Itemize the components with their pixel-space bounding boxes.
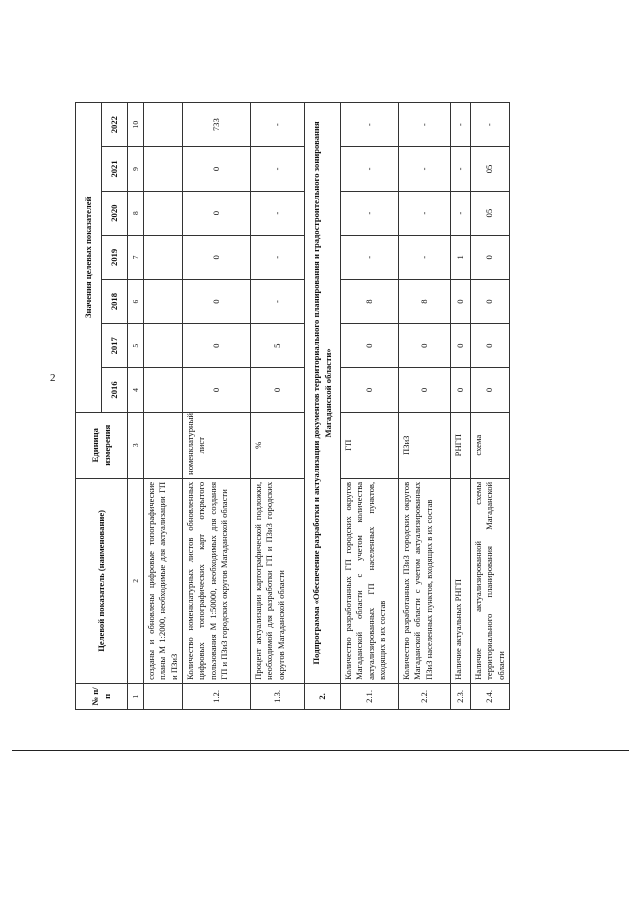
value-cell: - bbox=[341, 147, 399, 191]
value-cell: 733 bbox=[183, 103, 251, 147]
value-cell: - bbox=[341, 235, 399, 279]
value-cell bbox=[144, 235, 183, 279]
unit-cell: номенклатурный лист bbox=[183, 412, 251, 478]
header-year: 2017 bbox=[102, 324, 128, 368]
value-cell: - bbox=[399, 147, 451, 191]
header-unit: Единица измерения bbox=[76, 412, 128, 478]
indicator-name: Количество разработанных ПЗиЗ городских округов Магаданской области с учетом актуализированных ПЗиЗ населенных пунктов, входящих в их состав bbox=[399, 478, 451, 683]
table-row bbox=[341, 103, 399, 710]
page-number: 2 bbox=[50, 372, 56, 384]
index-cell: 6 bbox=[128, 279, 144, 323]
row-number: 2.3. bbox=[451, 683, 471, 709]
indicator-name: Процент актуализации картографической подложки, необходимой для разработки ГП и ПЗиЗ городских округов Магаданской области bbox=[251, 478, 305, 683]
index-cell: 4 bbox=[128, 368, 144, 412]
value-cell: 1 bbox=[451, 235, 471, 279]
header-num: № п/п bbox=[76, 683, 128, 709]
subprogram-row bbox=[305, 103, 341, 710]
table-row bbox=[471, 103, 510, 710]
index-row bbox=[128, 103, 144, 710]
value-cell: - bbox=[399, 103, 451, 147]
unit-cell: РНГП bbox=[451, 412, 471, 478]
index-cell: 10 bbox=[128, 103, 144, 147]
index-cell: 9 bbox=[128, 147, 144, 191]
value-cell: - bbox=[471, 103, 510, 147]
row-number: 2.4. bbox=[471, 683, 510, 709]
row-number: 2.1. bbox=[341, 683, 399, 709]
value-cell bbox=[144, 147, 183, 191]
value-cell bbox=[144, 279, 183, 323]
header-indicator: Целевой показатель (наименование) bbox=[76, 478, 128, 683]
header-values: Значения целевых показателей bbox=[76, 103, 102, 413]
table-row bbox=[399, 103, 451, 710]
table-row bbox=[251, 103, 305, 710]
row-number: 1.3. bbox=[251, 683, 305, 709]
value-cell: 0 bbox=[399, 368, 451, 412]
indicator-name: Количество номенклатурных листов обновленных цифровых топографических карт открытого пользования М 1:50000, необходимых для создания ГП и ПЗиЗ городских округов Магаданской области bbox=[183, 478, 251, 683]
header-year: 2016 bbox=[102, 368, 128, 412]
value-cell: 0 bbox=[183, 368, 251, 412]
table-row bbox=[183, 103, 251, 710]
header-year: 2019 bbox=[102, 235, 128, 279]
value-cell: 0 bbox=[471, 279, 510, 323]
value-cell: 0 bbox=[451, 324, 471, 368]
unit-cell: ПЗиЗ bbox=[399, 412, 451, 478]
value-cell: - bbox=[399, 191, 451, 235]
header-year: 2021 bbox=[102, 147, 128, 191]
indicator-name: созданы и обновлены цифровые топографические планы М 1:2000, необходимые для актуализации ГП и ПЗиЗ bbox=[144, 478, 183, 683]
value-cell: - bbox=[251, 191, 305, 235]
value-cell: 0 bbox=[183, 279, 251, 323]
value-cell: 0 bbox=[471, 324, 510, 368]
table-row bbox=[451, 103, 471, 710]
value-cell: - bbox=[251, 279, 305, 323]
value-cell: 0 bbox=[251, 368, 305, 412]
index-cell: 5 bbox=[128, 324, 144, 368]
row-number: 1.2. bbox=[183, 683, 251, 709]
value-cell: 0 bbox=[471, 368, 510, 412]
value-cell bbox=[144, 191, 183, 235]
value-cell: 0 bbox=[183, 235, 251, 279]
row-number: 2. bbox=[305, 683, 341, 709]
subprogram-title: Подпрограмма «Обеспечение разработки и актуализации документов территориального планирования и градостроительного зонирования Магаданской области» bbox=[305, 103, 341, 684]
value-cell bbox=[144, 324, 183, 368]
value-cell: 0 bbox=[341, 324, 399, 368]
header-year: 2018 bbox=[102, 279, 128, 323]
value-cell: 0 bbox=[451, 279, 471, 323]
value-cell bbox=[144, 103, 183, 147]
index-cell: 7 bbox=[128, 235, 144, 279]
index-cell: 2 bbox=[128, 478, 144, 683]
table-row bbox=[144, 103, 183, 710]
target-indicators-table bbox=[75, 102, 510, 710]
value-cell: 05 bbox=[471, 147, 510, 191]
index-cell: 3 bbox=[128, 412, 144, 478]
value-cell: 05 bbox=[471, 191, 510, 235]
value-cell: 0 bbox=[399, 324, 451, 368]
value-cell: 0 bbox=[183, 324, 251, 368]
indicator-name: Количество разработанных ГП городских округов Магаданской области с учетом количества актуализированных ГП населенных пунктов, входящих в их состав bbox=[341, 478, 399, 683]
value-cell: 0 bbox=[183, 147, 251, 191]
unit-cell bbox=[144, 412, 183, 478]
value-cell: - bbox=[399, 235, 451, 279]
value-cell: 0 bbox=[471, 235, 510, 279]
value-cell: 0 bbox=[341, 368, 399, 412]
value-cell: 8 bbox=[341, 279, 399, 323]
row-number bbox=[144, 683, 183, 709]
value-cell: - bbox=[251, 103, 305, 147]
index-cell: 8 bbox=[128, 191, 144, 235]
value-cell: 5 bbox=[251, 324, 305, 368]
page-divider bbox=[12, 750, 629, 751]
index-cell: 1 bbox=[128, 683, 144, 709]
unit-cell: % bbox=[251, 412, 305, 478]
header-year: 2022 bbox=[102, 103, 128, 147]
value-cell: - bbox=[341, 191, 399, 235]
value-cell: 0 bbox=[451, 368, 471, 412]
value-cell: - bbox=[451, 147, 471, 191]
value-cell: - bbox=[251, 235, 305, 279]
value-cell: - bbox=[451, 191, 471, 235]
row-number: 2.2. bbox=[399, 683, 451, 709]
value-cell: - bbox=[451, 103, 471, 147]
value-cell bbox=[144, 368, 183, 412]
unit-cell: схема bbox=[471, 412, 510, 478]
indicator-name: Наличие актуализированной схемы территориального планирования Магаданской области bbox=[471, 478, 510, 683]
unit-cell: ГП bbox=[341, 412, 399, 478]
rotated-table-wrapper bbox=[75, 102, 506, 710]
indicator-name: Наличие актуальных РНГП bbox=[451, 478, 471, 683]
header-year: 2020 bbox=[102, 191, 128, 235]
value-cell: 0 bbox=[183, 191, 251, 235]
value-cell: - bbox=[251, 147, 305, 191]
value-cell: 8 bbox=[399, 279, 451, 323]
value-cell: - bbox=[341, 103, 399, 147]
